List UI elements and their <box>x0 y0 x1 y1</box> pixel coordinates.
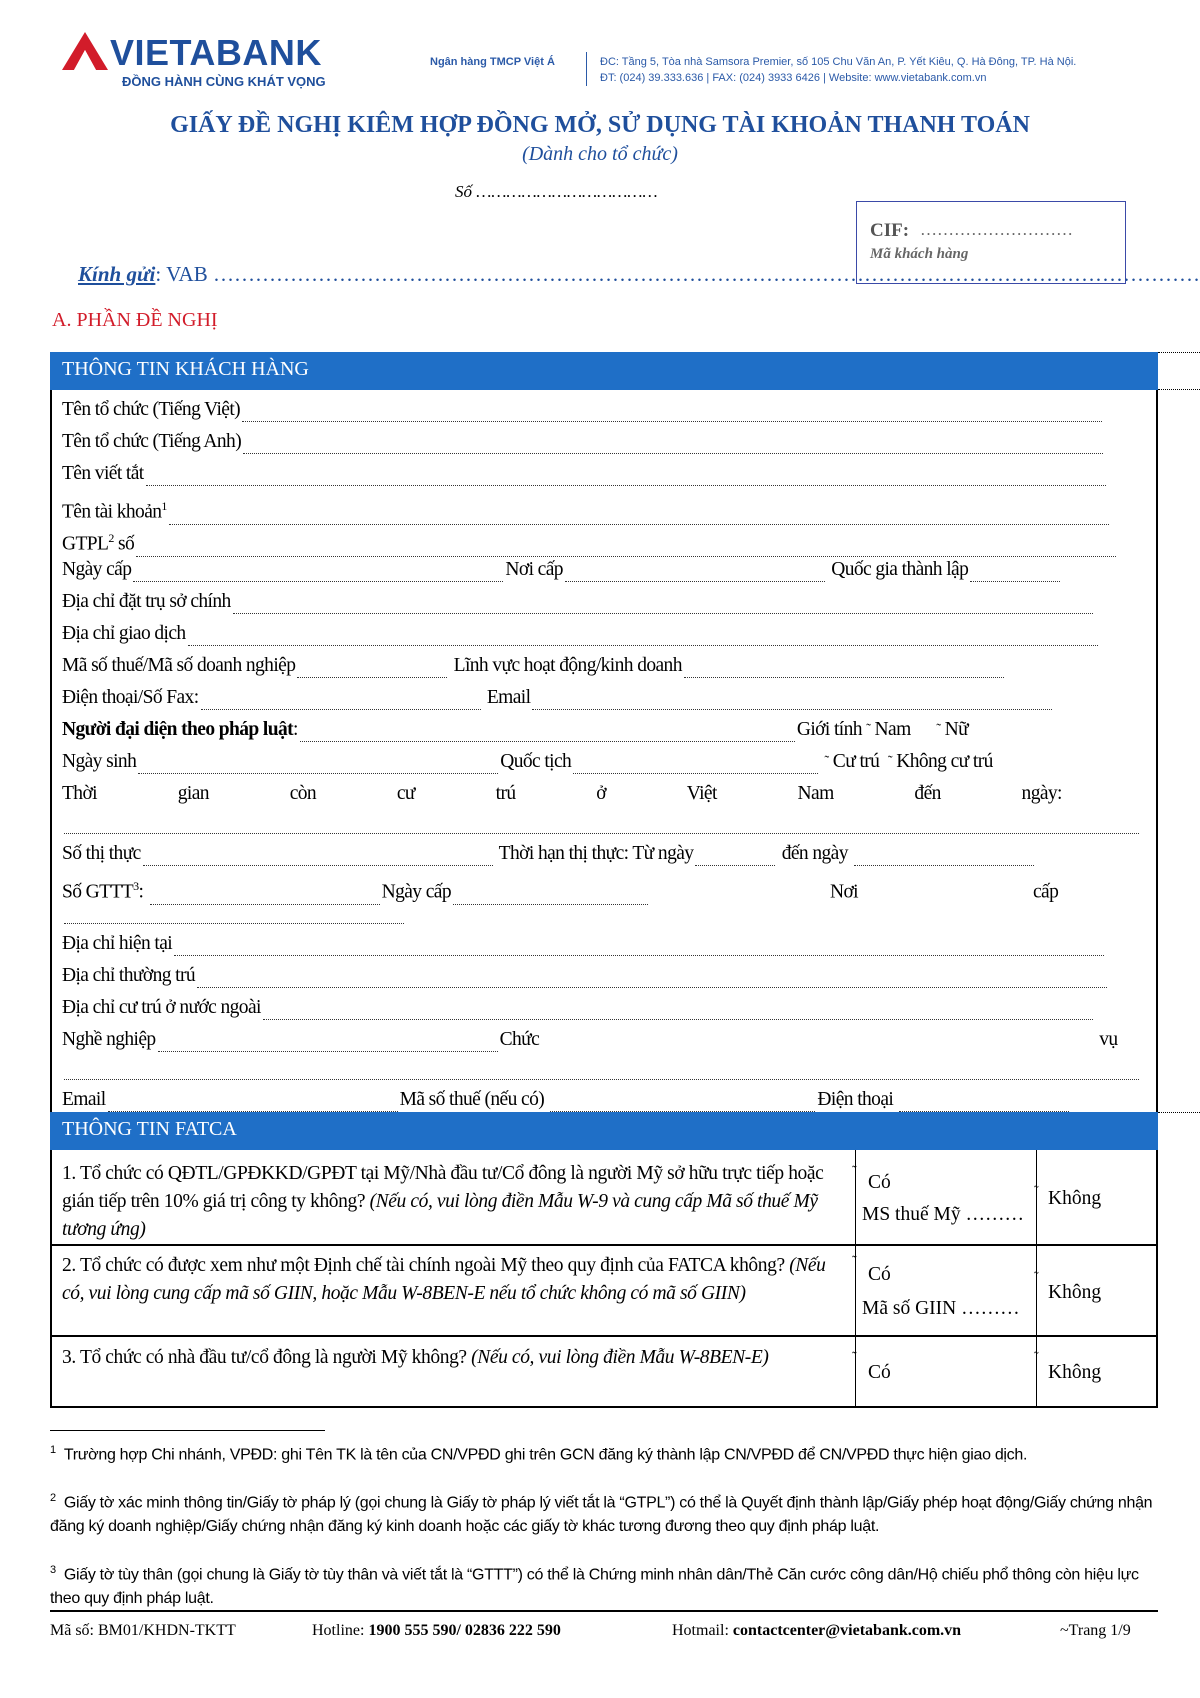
field-issue-date-place-country[interactable]: Ngày cấp Nơi cấp Quốc gia thành lập <box>62 558 1142 582</box>
fatca-1-yes-checkbox[interactable]: ˜ <box>852 1164 857 1179</box>
fatca-col-divider <box>855 1150 856 1408</box>
fatca-row-divider <box>50 1335 1158 1337</box>
vietabank-logo <box>62 32 326 89</box>
field-transaction-address[interactable]: Địa chỉ giao dịch <box>62 622 1142 646</box>
field-tax-code-business[interactable]: Mã số thuế/Mã số doanh nghiệp Lĩnh vực hoạt động/kinh doanh <box>62 654 1142 678</box>
cif-field[interactable]: ……………………… <box>920 220 1073 239</box>
field-phone-email[interactable]: Điện thoại/Số Fax: Email <box>62 686 1142 710</box>
section-a-heading: A. PHẦN ĐỀ NGHỊ <box>52 309 218 331</box>
fatca-row-divider <box>50 1244 1158 1246</box>
field-account-name[interactable]: Tên tài khoản$^1$ <box>62 494 1142 525</box>
recipient-line <box>78 262 1200 287</box>
fatca-3-no[interactable]: Không <box>1048 1362 1102 1383</box>
fatca-1-no-checkbox[interactable]: ˜ <box>1034 1184 1039 1199</box>
field-foreign-address[interactable]: Địa chỉ cư trú ở nước ngoài <box>62 996 1142 1020</box>
fatca-2-yes-checkbox[interactable]: ˜ <box>852 1254 857 1269</box>
logo-triangle-icon <box>62 32 108 70</box>
footer-rule <box>50 1610 1158 1612</box>
residence-duration-word: còn <box>289 783 317 804</box>
cif-label: CIF: <box>870 220 910 241</box>
residence-duration-word: Thời <box>62 783 97 804</box>
residence-duration-word: Nam <box>797 783 834 804</box>
checkbox-resident[interactable]: ˜ <box>824 754 829 769</box>
band-extension <box>1158 352 1200 353</box>
field-id-document-fill[interactable] <box>62 900 1142 924</box>
field-occupation-position[interactable]: Nghề nghiệp Chức vụ <box>62 1029 1118 1050</box>
residence-duration-word: gian <box>177 783 209 804</box>
hotline: Hotline: 1900 555 590/ 02836 222 590 <box>312 1622 561 1639</box>
footnote-3: $^3$ Giấy tờ tùy thân (gọi chung là Giấy tờ tùy thân và viết tắt là “GTTT”) có thể là Chứng minh nhân dân/Thẻ Căn cước công dân/Hộ chiếu phổ thông còn hiệu lực theo quy định pháp luật. <box>50 1564 1139 1608</box>
document-title: GIẤY ĐỀ NGHỊ KIÊM HỢP ĐỒNG MỞ, SỬ DỤNG TÀI KHOẢN THANH TOÁN <box>170 112 1030 138</box>
field-email-tax-phone[interactable]: Email Mã số thuế (nếu có) Điện thoại <box>62 1088 1142 1112</box>
field-residence-duration-fill[interactable] <box>62 810 1142 834</box>
hotmail: Hotmail: contactcenter@vietabank.com.vn <box>672 1622 962 1639</box>
checkbox-non-resident[interactable]: ˜ <box>887 754 892 769</box>
residence-duration-word: cư <box>396 783 415 804</box>
brand-name: VIETABANK <box>110 32 322 73</box>
field-occupation-fill[interactable] <box>62 1056 1142 1080</box>
fatca-1-us-tax-id[interactable]: MS thuế Mỹ ……… <box>862 1204 1024 1225</box>
fatca-question-2: 2. Tổ chức có được xem như một Định chế tài chính ngoài Mỹ theo quy định của FATCA không? (Nếu có, vui lòng cung cấp mã số GIIN, hoặc Mẫu W-8BEN-E nếu tổ chức không có mã số GIIN) <box>62 1255 826 1304</box>
fatca-1-no[interactable]: Không <box>1048 1188 1102 1209</box>
residence-duration-word: Việt <box>686 783 717 804</box>
checkbox-male[interactable]: ˜ <box>866 722 871 737</box>
field-legal-representative[interactable]: Người đại diện theo pháp luật: Giới tính ˜ Nam ˜ Nữ <box>62 719 969 740</box>
customer-info-band: THÔNG TIN KHÁCH HÀNG <box>50 352 1158 390</box>
residence-duration-word: trú <box>495 783 516 804</box>
field-residence-duration <box>62 782 1062 806</box>
fatca-3-yes-checkbox[interactable]: ˜ <box>852 1350 857 1365</box>
cif-sublabel: Mã khách hàng <box>870 246 969 262</box>
residence-duration-word: đến <box>914 783 941 804</box>
band-extension <box>1158 1112 1200 1113</box>
fatca-3-yes[interactable]: Có <box>868 1362 891 1383</box>
footnote-rule <box>50 1430 325 1431</box>
recipient-value: : VAB …………………………………………………………………………………………………………………………… <box>155 262 1200 286</box>
form-code: Mã số: BM01/KHDN-TKTT <box>50 1622 236 1639</box>
brand-slogan: ĐỒNG HÀNH CÙNG KHÁT VỌNG <box>122 74 326 89</box>
footnote-1: $^1$ Trường hợp Chi nhánh, VPĐD: ghi Tên TK là tên của CN/VPĐD ghi trên GCN đăng ký thành lập CN/VPĐD để CN/VPĐD thực hiện giao dịch. <box>50 1444 1028 1464</box>
fatca-question-1: 1. Tổ chức có QĐTL/GPĐKKD/GPĐT tại Mỹ/Nhà đầu tư/Cổ đông là người Mỹ sở hữu trực tiếp hoặc gián tiếp trên 10% giá trị công ty không? (Nếu có, vui lòng điền Mẫu W-9 và cung cấp Mã số thuế Mỹ tương ứng) <box>62 1163 824 1240</box>
fatca-band: THÔNG TIN FATCA <box>50 1112 1158 1150</box>
fatca-2-no[interactable]: Không <box>1048 1282 1102 1303</box>
field-visa[interactable]: Số thị thực Thời hạn thị thực: Từ ngày đến ngày <box>62 842 1142 866</box>
fatca-3-no-checkbox[interactable]: ˜ <box>1034 1350 1039 1365</box>
fatca-2-giin[interactable]: Mã số GIIN ……… <box>862 1298 1020 1319</box>
field-id-document[interactable]: Số GTTT$^3$: Ngày cấp Nơi cấp <box>62 879 1059 903</box>
field-org-name-vn[interactable]: Tên tổ chức (Tiếng Việt) <box>62 398 1142 422</box>
field-gtpl-number[interactable]: GTPL$^2$ số <box>62 526 1142 557</box>
fatca-question-3: 3. Tổ chức có nhà đầu tư/cổ đông là người Mỹ không? (Nếu có, vui lòng điền Mẫu W-8BEN-E) <box>62 1347 769 1368</box>
bank-name: Ngân hàng TMCP Việt Á <box>430 56 555 68</box>
bank-address: ĐC: Tầng 5, Tòa nhà Samsora Premier, số 105 Chu Văn An, P. Yết Kiêu, Q. Hà Đông, TP. Hà Nội. <box>600 56 1077 68</box>
fatca-2-no-checkbox[interactable]: ˜ <box>1034 1270 1039 1285</box>
residence-duration-word: ở <box>596 783 606 804</box>
header-divider <box>586 52 587 86</box>
field-org-name-en[interactable]: Tên tổ chức (Tiếng Anh) <box>62 430 1142 454</box>
footnote-2: $^2$ Giấy tờ xác minh thông tin/Giấy tờ pháp lý (gọi chung là Giấy tờ pháp lý viết tắt là “GTPL”) có thể là Quyết định thành lập/Giấy phép hoạt động/Giấy chứng nhận đăng ký doanh nghiệp/Giấy chứng nhận đăng ký kinh doanh hoặc các giấy tờ khác tương đương theo quy định pháp luật. <box>50 1492 1153 1536</box>
checkbox-female[interactable]: ˜ <box>936 722 941 737</box>
band-extension <box>1158 389 1200 390</box>
fatca-2-yes[interactable]: Có <box>868 1264 891 1285</box>
field-head-office-address[interactable]: Địa chỉ đặt trụ sở chính <box>62 590 1142 614</box>
document-subtitle: (Dành cho tổ chức) <box>522 143 678 165</box>
field-permanent-address[interactable]: Địa chỉ thường trú <box>62 964 1142 988</box>
recipient-label: Kính gửi <box>78 262 156 286</box>
field-birth-nationality-residence[interactable]: Ngày sinh Quốc tịch ˜ Cư trú ˜ Không cư trú <box>62 751 993 772</box>
bank-contacts: ĐT: (024) 39.333.636 | FAX: (024) 3933 6426 | Website: www.vietabank.com.vn <box>600 72 987 84</box>
document-number: Số ……………………………… <box>455 182 658 201</box>
field-current-address[interactable]: Địa chỉ hiện tại <box>62 932 1142 956</box>
fatca-1-yes[interactable]: Có <box>868 1172 891 1193</box>
field-short-name[interactable]: Tên viết tắt <box>62 462 1142 486</box>
page-number: ~Trang 1/9 <box>1060 1622 1131 1639</box>
residence-duration-word: ngày: <box>1021 783 1062 804</box>
